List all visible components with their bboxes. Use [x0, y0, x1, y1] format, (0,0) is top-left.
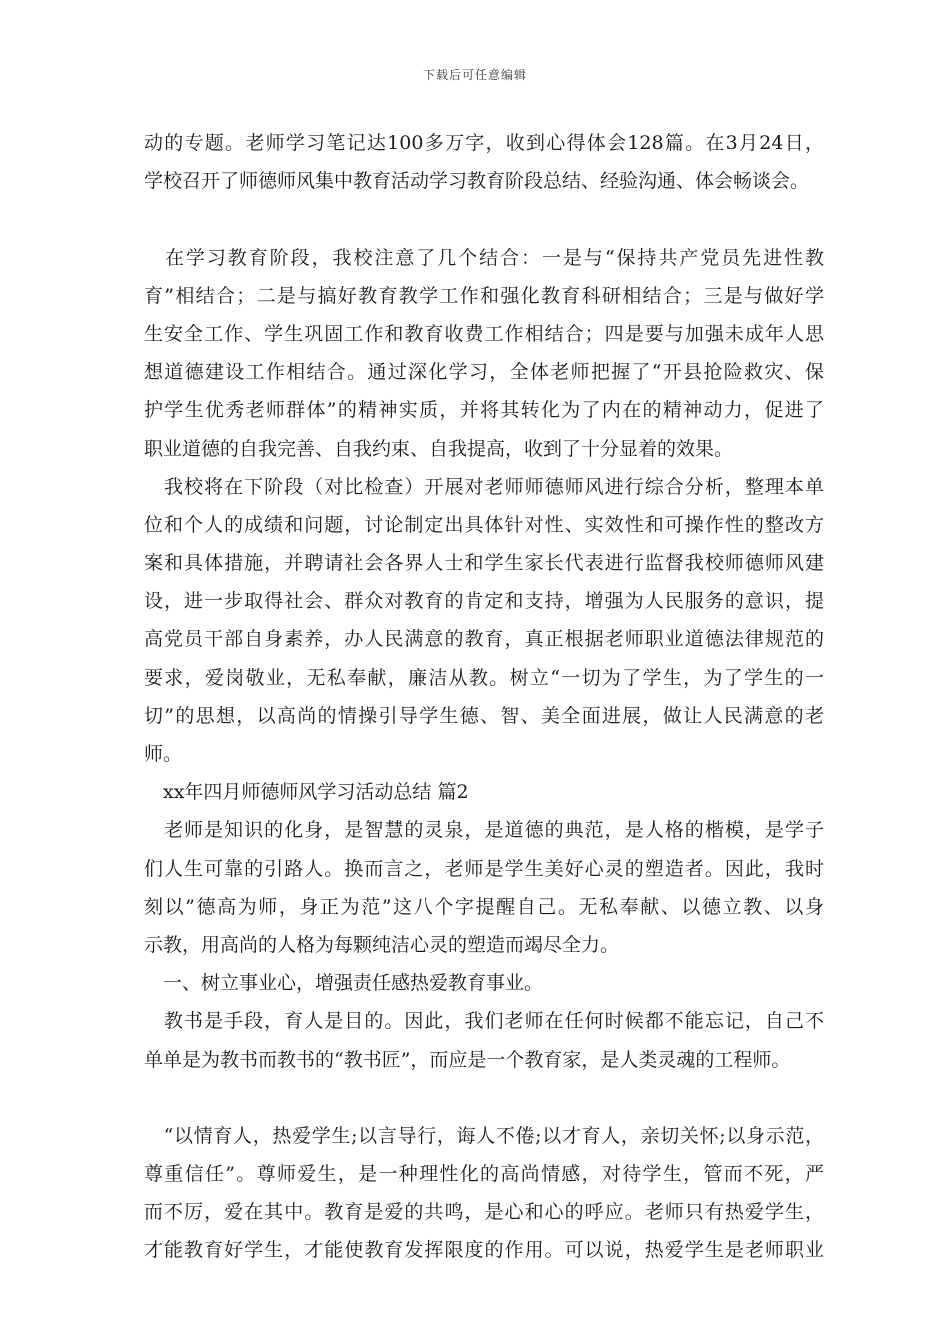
text-line: 高党员干部自身素养，办人民满意的教育，真正根据老师职业道德法律规范的: [144, 628, 824, 651]
page-header: 下载后可任意编辑: [422, 68, 527, 82]
text-line: 要求，爱岗敬业，无私奉献，廉洁从教。树立“一切为了学生，为了学生的一: [144, 666, 824, 689]
text-line: 切”的思想，以高尚的情操引导学生德、智、美全面进展，做让人民满意的老: [144, 704, 824, 727]
text-line: 单单是为教书而教书的“教书匠”，而应是一个教育家，是人类灵魂的工程师。: [144, 1048, 791, 1071]
text-line: 在学习教育阶段，我校注意了几个结合：一是与“保持共产党员先进性教: [144, 246, 824, 269]
text-line: 学校召开了师德师风集中教育活动学习教育阶段总结、经验沟通、体会畅谈会。: [144, 170, 810, 193]
text-line: 育”相结合；二是与搞好教育教学工作和强化教育科研相结合；三是与做好学: [144, 284, 824, 307]
text-line: 教书是手段，育人是目的。因此，我们老师在任何时候都不能忘记，自己不: [144, 1010, 824, 1033]
paragraph-gap: [144, 1079, 824, 1117]
text-line: 师。: [144, 743, 183, 765]
text-line: 想道德建设工作相结合。通过深化学习，全体老师把握了“开县抢险救灾、保: [144, 361, 824, 384]
text-line: 职业道德的自我完善、自我约束、自我提高，收到了十分显着的效果。: [144, 437, 734, 460]
text-line: 设，进一步取得社会、群众对教育的肯定和支持，增强为人民服务的意识，提: [144, 590, 824, 613]
text-line: 而不厉，爱在其中。教育是爱的共鸣，是心和心的呼应。老师只有热爱学生，: [144, 1201, 824, 1224]
paragraph-gap: [144, 200, 824, 238]
text-line: 护学生优秀老师群体”的精神实质，并将其转化为了内在的精神动力，促进了: [144, 399, 824, 422]
text-line: 才能教育好学生，才能使教育发挥限度的作用。可以说，热爱学生是老师职业: [144, 1239, 824, 1262]
text-line: 我校将在下阶段（对比检查）开展对老师师德师风进行综合分析，整理本单: [144, 475, 824, 498]
text-line: 动的专题。老师学习笔记达100多万字，收到心得体会128篇。在3月24日，: [144, 132, 824, 154]
text-line: 们人生可靠的引路人。换而言之，老师是学生美好心灵的塑造者。因此，我时: [144, 857, 824, 880]
document-body: [144, 124, 824, 1270]
text-line: 示教，用高尚的人格为每颗纯洁心灵的塑造而竭尽全力。: [144, 933, 620, 956]
text-line: xx年四月师德师风学习活动总结 篇2: [144, 781, 469, 804]
text-line: 一、树立事业心，增强责任感热爱教育事业。: [144, 972, 544, 995]
text-line: 生安全工作、学生巩固工作和教育收费工作相结合；四是要与加强未成年人思: [144, 322, 824, 345]
text-line: 老师是知识的化身，是智慧的灵泉，是道德的典范，是人格的楷模，是学子: [144, 819, 824, 842]
text-line: 尊重信任”。尊师爱生，是一种理性化的高尚情感，对待学生，管而不死，严: [144, 1163, 824, 1186]
text-line: “以情育人，热爱学生;以言导行，诲人不倦;以才育人，亲切关怀;以身示范，: [144, 1124, 824, 1147]
text-line: 位和个人的成绩和问题，讨论制定出具体针对性、实效性和可操作性的整改方: [144, 513, 824, 536]
text-line: 案和具体措施，并聘请社会各界人士和学生家长代表进行监督我校师德师风建: [144, 552, 824, 575]
text-line: 刻以”德高为师，身正为范”这八个字提醒自己。无私奉献、以德立教、以身: [144, 895, 824, 918]
